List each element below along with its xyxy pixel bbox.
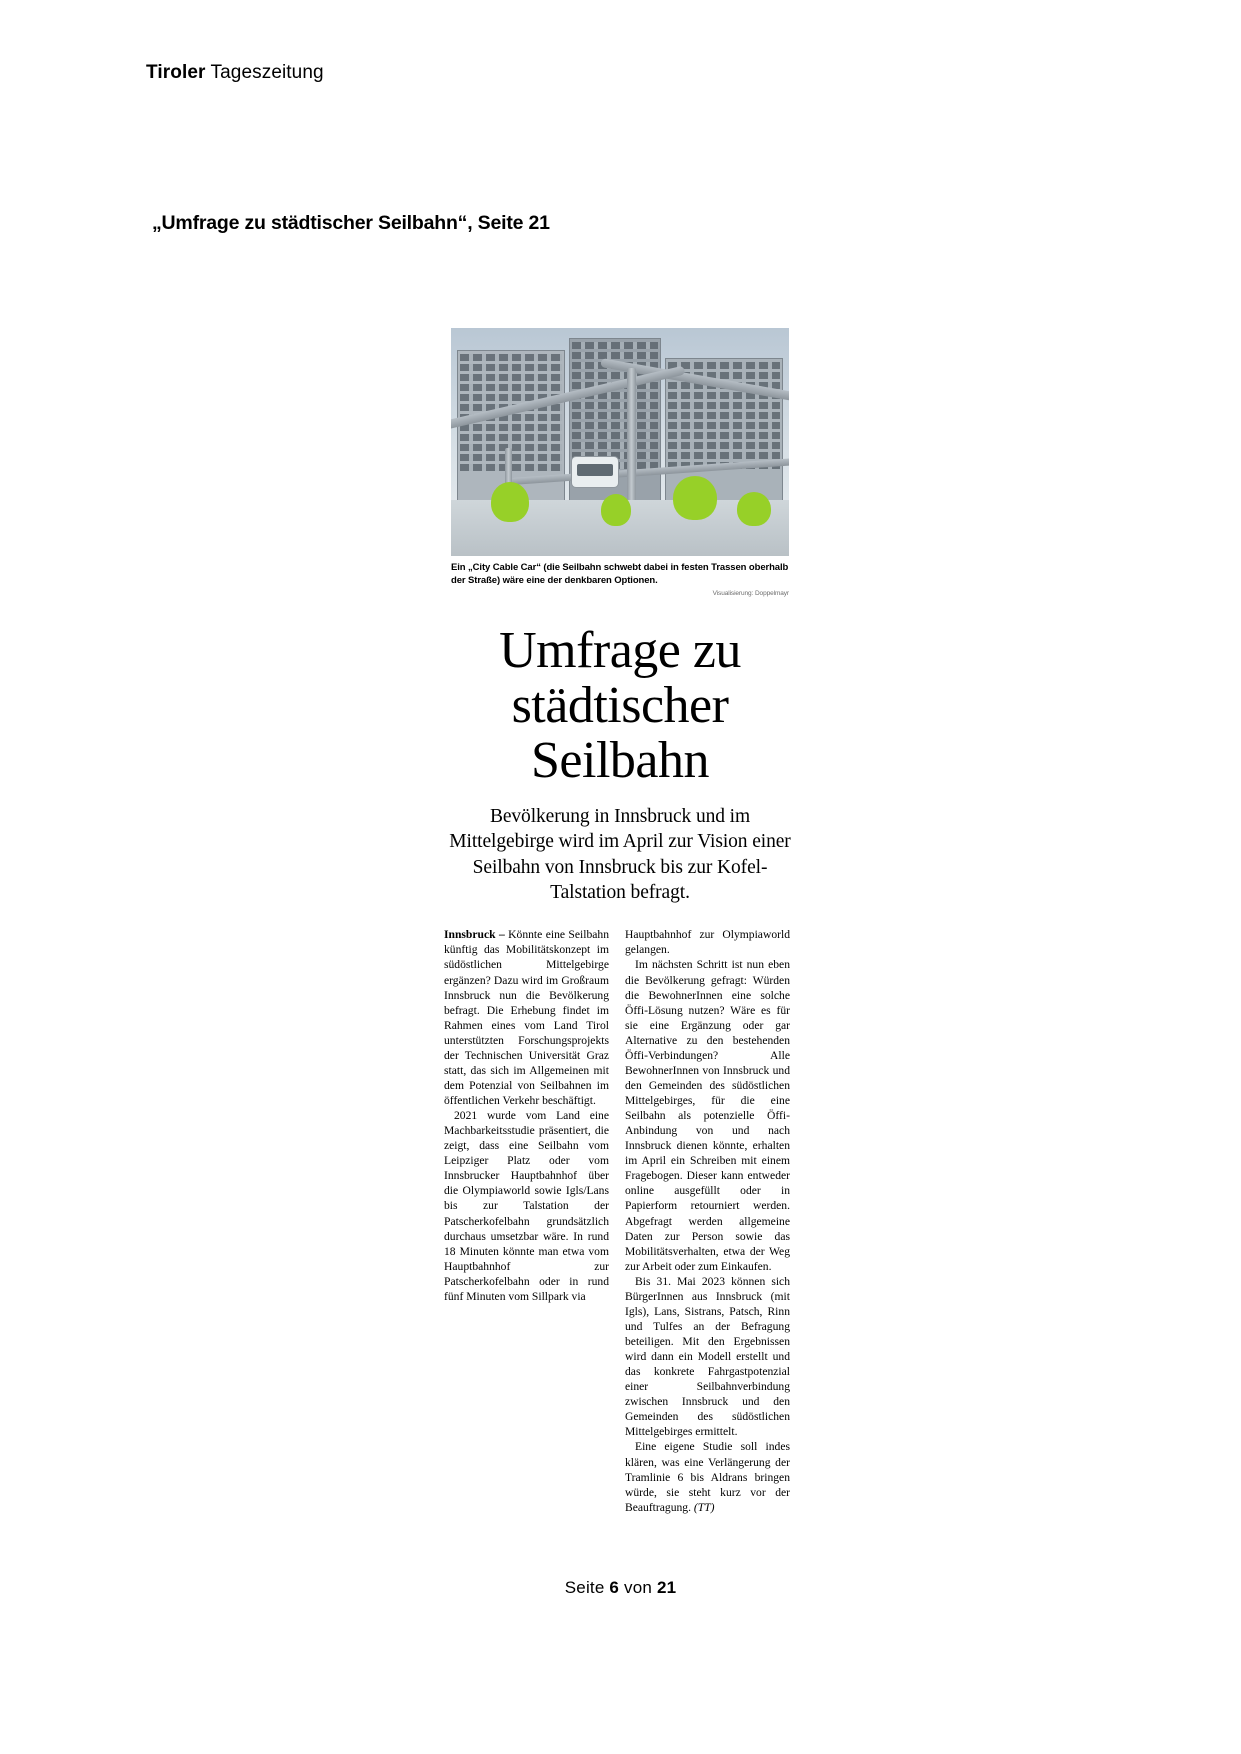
photo-cable-car-cabin: [571, 456, 619, 488]
photo-tree: [601, 494, 631, 526]
footer-prefix: Seite: [564, 1578, 610, 1597]
article-paragraph: 2021 wurde vom Land eine Machbarkeitsstudie präsentiert, die zeigt, dass eine Seilbahn vom Leipziger Platz oder vom Innsbrucker Hauptbahnhof über die Olympiaworld sowie Igls/Lans bis zur Talstation der Patscherkofelbahn grundsätzlich durchaus umsetzbar wäre. In rund 18 Minuten könnte man etwa vom Hauptbahnhof zur Patscherkofelbahn oder in rund fünf Minuten vom Sillpark via: [444, 1109, 609, 1303]
article-subhead: Bevölkerung in Innsbruck und im Mittelgebirge wird im April zur Vision einer Seilbahn von Innsbruck bis zur Kofel-Talstation befragt.: [449, 805, 791, 903]
article-photo: [451, 328, 789, 556]
photo-tree: [737, 492, 771, 526]
article-paragraph: [625, 1439, 790, 1514]
article-body: [440, 927, 800, 1514]
photo-tree: [491, 482, 529, 522]
page-footer: [0, 1578, 1241, 1598]
article-signature: (TT): [693, 1500, 715, 1514]
newspaper-clipping: [440, 328, 800, 1515]
photo-tree: [673, 476, 717, 520]
footer-middle: von: [619, 1578, 657, 1597]
clipping-title: „Umfrage zu städtischer Seilbahn“, Seite 21: [152, 212, 550, 234]
article-paragraph: Im nächsten Schritt ist nun eben die Bevölkerung gefragt: Würden die BewohnerInnen eine solche Öffi-Lösung nutzen? Wäre es für sie eine Ergänzung oder gar Alternative zu den bestehenden Öffi-Verbindungen? Alle BewohnerInnen von Innsbruck und den Gemeinden des südöstlichen Mittelgebirges, für die eine Seilbahn als potenzielle Öffi-Anbindung von und nach Innsbruck dienen könnte, erhalten im April ein Schreiben mit einem Fragebogen. Dieser kann entweder online ausgefüllt oder in Papierform retourniert werden. Abgefragt werden allgemeine Daten zur Person sowie das Mobilitätsverhalten, etwa der Weg zur Arbeit oder zum Einkaufen.: [625, 958, 790, 1273]
article-paragraph-text: Eine eigene Studie soll indes klären, was eine Verlängerung der Tramlinie 6 bis Aldrans bringen würde, sie steht kurz vor der Beauftragung.: [625, 1440, 790, 1514]
masthead-brand-rest: Tageszeitung: [205, 62, 324, 83]
photo-caption-text: Ein „City Cable Car“ (die Seilbahn schwebt dabei in festen Trassen oberhalb der Straße) wäre eine der denkbaren Optionen.: [451, 562, 789, 586]
photo-block: [451, 328, 789, 599]
article-headline: Umfrage zu städtischer Seilbahn: [499, 621, 741, 789]
article-column-left: [444, 927, 609, 1514]
photo-caption: [451, 562, 789, 599]
masthead-brand-bold: Tiroler: [146, 62, 206, 83]
footer-page-number: 6: [609, 1578, 620, 1597]
article-paragraph: Bis 31. Mai 2023 können sich BürgerInnen aus Innsbruck (mit Igls), Lans, Sistrans, Patsch, Rinn und Tulfes an der Befragung beteiligen. Mit den Ergebnissen wird dann ein Modell erstellt und das konkrete Fahrgastpotenzial einer Seilbahnverbindung zwischen Innsbruck und den Gemeinden des südöstlichen Mittelgebirges ermittelt.: [625, 1274, 790, 1439]
masthead: [146, 62, 324, 84]
article-dateline: Innsbruck –: [444, 928, 509, 942]
footer-total-pages: 21: [656, 1578, 677, 1597]
article-paragraph: Hauptbahnhof zur Olympiaworld gelangen.: [625, 928, 790, 957]
article-column-right: [625, 927, 790, 1514]
article-paragraph: [444, 927, 609, 1108]
article-paragraph-text: Könnte eine Seilbahn künftig das Mobilitätskonzept im südöstlichen Mittelgebirge ergänzen? Dazu wird im Großraum Innsbruck nun die Bevölkerung befragt. Die Erhebung findet im Rahmen eines vom Land Tirol unterstützten Forschungsprojekts der Technischen Universität Graz statt, das sich im Allgemeinen mit dem Potenzial von Seilbahnen im öffentlichen Verkehr beschäftigt.: [444, 928, 609, 1108]
photo-credit: Visualisierung: Doppelmayr: [712, 590, 789, 598]
